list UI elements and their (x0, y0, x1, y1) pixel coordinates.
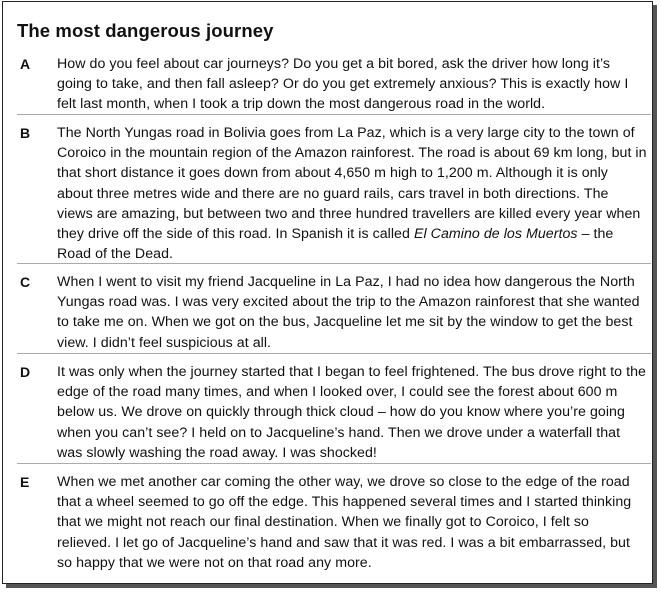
paragraph-letter: D (20, 364, 31, 380)
paragraph-e (17, 472, 651, 574)
paragraph-text-italic: El Camino de los Muertos (413, 226, 578, 243)
paragraph-text: How do you feel about car journeys? Do you get a bit bored, ask the driver how long it’s going to take, and then fall asleep? Or do you get extremely anxious? This is exactly how I felt last month, when I took a trip down the most dangerous road in the world. (57, 56, 629, 113)
paragraph-text-part: – the Road of the Dead. (57, 226, 614, 263)
paragraph-letter: C (20, 274, 31, 290)
paragraph-text: It was only when the journey started that I began to feel frightened. The bus drove right to the edge of the road many times, and when I looked over, I could see the forest about 600 m below us. We drove on quickly through thick cloud – how do you know where you’re going when you can’t see? I held on to Jacqueline’s hand. Then we drove under a waterfall that was slowly washing the road away. I was shocked! (57, 364, 646, 461)
article-title: The most dangerous journey (17, 20, 274, 41)
paragraph-text (57, 123, 647, 264)
paragraph-c (17, 272, 651, 354)
paragraph-text-part: The North Yungas road in Bolivia goes from La Paz, which is a very large city to the town of Coroico in the mountain region of the Amazon rainforest. The road is about 69 km long, but in that short distance it goes down from about 4,650 m high to 1,200 m. Although it is only about three metres wide and there are no guard rails, cars travel in both directions. The views are amazing, but between two and three hundred travellers are killed every year when they drive off the side of this road. In Spanish it is called (57, 125, 647, 243)
article-box (2, 1, 653, 584)
paragraph-b (17, 123, 651, 264)
paragraph-letter: A (20, 56, 31, 72)
paragraph-letter: B (20, 125, 31, 141)
paragraph-letter: E (20, 474, 30, 490)
paragraph-d (17, 362, 651, 464)
paragraph-text: When I went to visit my friend Jacqueline in La Paz, I had no idea how dangerous the North Yungas road was. I was very excited about the trip to the Amazon rainforest that she wanted to take me on. When we got on the bus, Jacqueline let me sit by the window to get the best view. I didn’t feel suspicious at all. (57, 274, 640, 351)
paragraph-a (17, 54, 651, 115)
paragraph-text: When we met another car coming the other way, we drove so close to the edge of the road that a wheel seemed to go off the edge. This happened several times and I started thinking that we might not reach our final destination. When we finally got to Coroico, I felt so relieved. I let go of Jacqueline’s hand and saw that it was red. I was a bit embarrassed, but so happy that we were not on that road any more. (57, 474, 632, 571)
